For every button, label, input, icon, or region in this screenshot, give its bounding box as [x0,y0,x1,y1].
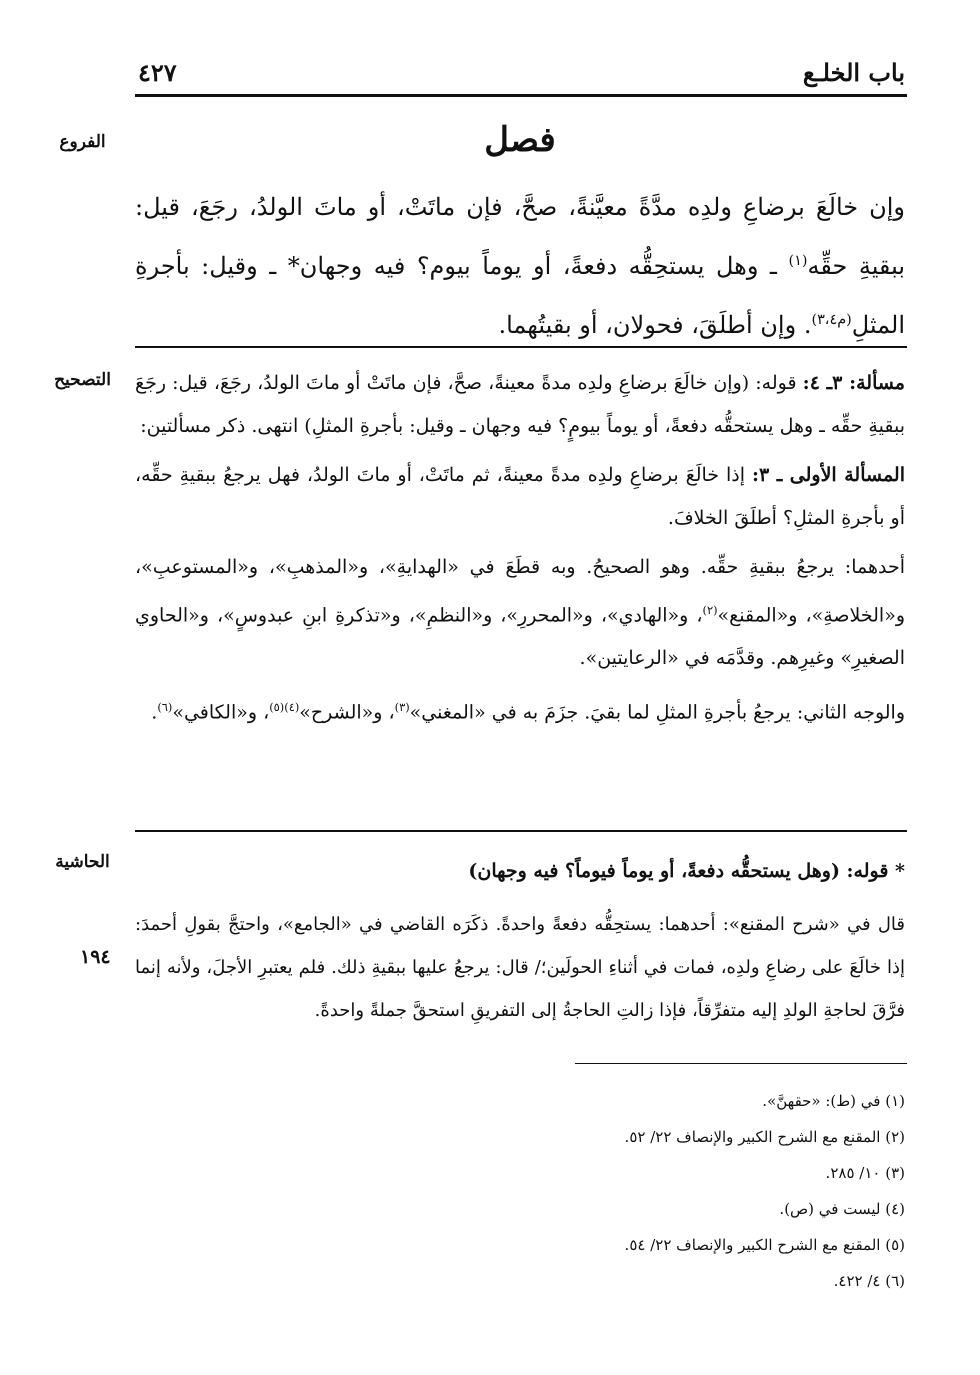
margin-label-hashiya: الحاشية [55,852,110,872]
first-issue-text: إذا خالَعَ برضاعِ ولدِه مدةً معينةً، ثم ماتَتْ، أو ماتَ الولدُ، فهل يرجعُ ببقيةِ حقِّه، أو بأجرةِ المثلِ؟ أطلَقَ الخلافَ. [135,464,905,529]
footnote: (١) في (ط): «حقهنَّ». [762,1092,905,1110]
second-view-text: والوجه الثاني: يرجعُ بأجرةِ المثلِ لما بقيَ. جزَمَ به في «المغني» [409,701,905,724]
second-view-text-end: . [151,701,158,724]
second-view-text-cont: ، و«الشرح» [299,701,395,724]
section-divider [135,346,907,348]
section-heading: فصل [484,120,556,160]
hashiya-body: قال في «شرح المقنع»: أحدهما: يستحِقُّه دفعةً واحدةً. ذكَرَه القاضي في «الجامع»، واحتجَّ بقولِ أحمدَ: إذا خالَعَ على رضاعِ ولدِه، فمات في أثناءِ الحولَين؛/ قال: يرجعُ عليها ببقيةِ ذلك. فلم يعتبرِ الأجلَ، ولأنه إنما فرَّقَ لحاجةِ الولدِ إليه متفرِّقاً، فإذا زالتِ الحاجةُ إلى التفريقِ استحقَّ جملةً واحدةً. [135,914,905,1021]
footnotes [135,1083,905,1299]
footnote: (٣) ١٠/ ٢٨٥. [825,1164,905,1182]
hashiya-text [135,850,905,1032]
main-text-part2: ـ وهل يستحِقُّه دفعةً، أو يوماً بيوم؟ فيه وجهان* ـ وقيل: بأجرةِ المثلِ [135,252,905,339]
second-view-text-cont2: ، و«الكافي» [172,701,270,724]
footnote: (٦) ٤/ ٤٢٢. [833,1272,905,1290]
main-text-part1: وإن خالَعَ برضاعِ ولدِه مدَّةً معيَّنةً، صحَّ، فإن ماتَتْ، أو ماتَ الولدُ، رجَعَ، قيل: ببقيةِ حقِّه [135,193,905,280]
issue-text: قوله: (وإن خالَعَ برضاعِ ولدِه مدةً معينةً، صحَّ، فإن ماتَتْ أو ماتَ الولدُ، رجَعَ، قيل: رجَعَ ببقيةِ حقِّه ـ وهل يستحقُّه دفعةً، أو يوماً بيومٍ؟ فيه وجهان ـ وقيل: بأجرةِ المثلِ) انتهى. ذكر مسألتين: [135,372,905,437]
hashiya-page-ref: ١٩٤ [80,946,111,968]
footnote: (٥) المقنع مع الشرح الكبير والإنصاف ٢٢/ ٥٤. [624,1236,905,1254]
footnote: (٢) المقنع مع الشرح الكبير والإنصاف ٢٢/ ٥٢. [624,1128,905,1146]
footnote-ref-1: (١) [788,253,808,269]
header-divider [135,94,907,97]
tashih-text [135,362,905,741]
tashih-paragraph [135,454,905,540]
page-number: ٤٢٧ [138,58,177,87]
issue-label: مسألة: ٣ـ ٤: [802,372,905,394]
margin-label-furu: الفروع [59,132,106,152]
footnote-divider [575,1063,907,1064]
footnote-ref-3: (٣) [394,700,410,715]
tashih-paragraph [135,546,905,680]
margin-label-tashih: التصحيح [54,370,111,390]
footnote-ref-6: (٦) [157,700,173,715]
footnote-ref-m: (م٣،٤) [811,312,852,328]
first-issue-label: المسألة الأولى ـ ٣: [751,464,905,486]
tashih-paragraph [135,362,905,448]
header-title: باب الخلـع [802,58,905,87]
first-view-text-cont: ، و«الهادي»، و«المحررِ»، و«النظمِ»، و«تذكرةِ ابنِ عبدوسٍ»، و«الحاوي الصغيرِ» وغيرِهم. وقدَّمَه في «الرعايتين». [135,604,905,670]
footnote-ref-4-5: (٤)(٥) [269,700,300,715]
first-view-text: أحدهما: يرجعُ ببقيةِ حقِّه. وهو الصحيحُ. وبه قطَعَ في «الهدايةِ»، و«المذهبِ»، و«المستوعبِ»، و«الخلاصةِ»، و«المقنع» [135,556,905,627]
main-text [135,180,905,352]
main-text-part3: . وإن أطلَقَ، فحولان، أو بقيتُهما. [498,311,812,339]
section-divider [135,830,907,832]
tashih-paragraph [135,686,905,734]
footnote-ref-2: (٢) [702,603,718,617]
footnote: (٤) ليست في (ص). [779,1200,905,1218]
hashiya-heading: * قوله: (وهل يستحقُّه دفعةً، أو يوماً فيوماً؟ فيه وجهان) [468,860,905,882]
